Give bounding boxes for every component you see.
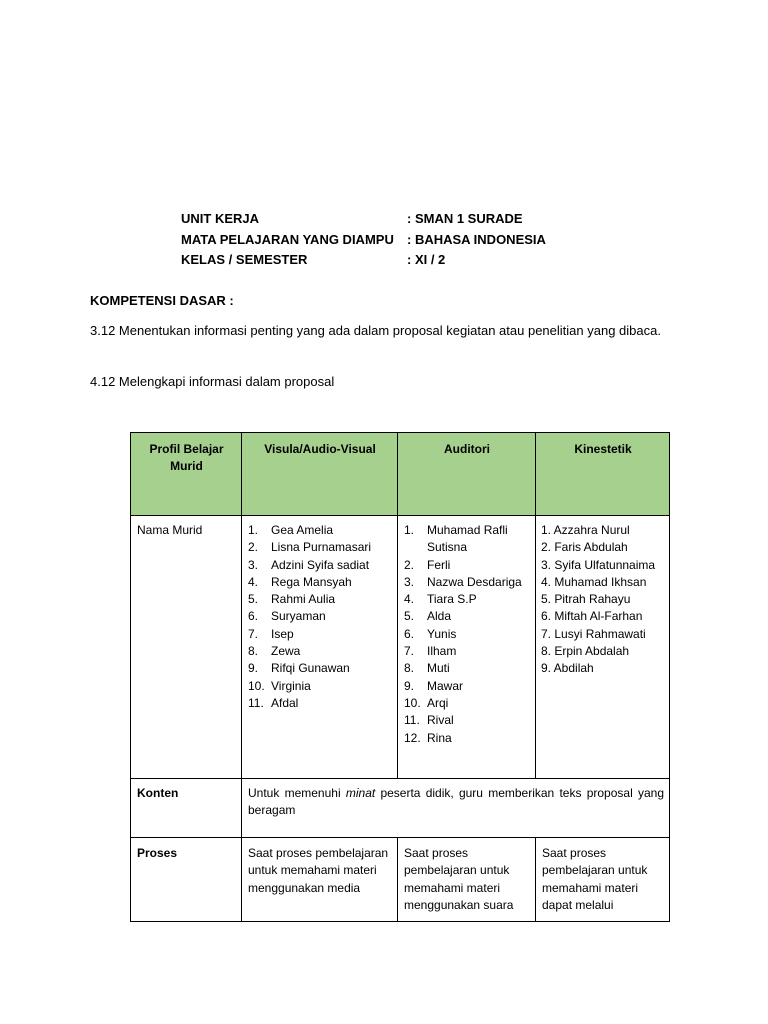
student-name: Zewa [271,644,301,659]
student-name: 3. Syifa Ulfatunnaima [541,557,656,572]
list-item [404,678,530,695]
unit-info [181,209,546,271]
student-name: Rival [427,713,454,728]
table-header-row [131,433,670,516]
list-item-number: 7. [404,644,415,659]
list-item-number: 7. [248,626,259,641]
kompetensi-title: KOMPETENSI DASAR : [90,293,234,308]
student-name: 8. Erpin Abdalah [541,644,630,659]
kinestetik-students-cell [536,516,670,779]
proses-auditori: Saat proses pembelajaran untuk memahami materi menggunakan suara [398,838,536,922]
list-item [248,643,392,660]
list-item [404,626,530,643]
list-item [404,712,530,729]
learning-profile-table [130,432,670,922]
list-item-number: 3. [404,574,415,589]
list-item-number: 9. [404,678,415,693]
student-name: Afdal [271,695,299,710]
list-item-number: 6. [404,626,415,641]
list-item [248,574,392,591]
list-item [248,626,392,643]
student-name: 6. Miftah Al-Farhan [541,609,643,624]
list-item-number: 9. [248,661,259,676]
student-name: Virginia [271,678,311,693]
table-row-proses [131,838,670,922]
list-item [248,695,392,712]
info-row-kelas [181,250,546,271]
info-label: UNIT KERJA [181,211,260,226]
info-value: : BAHASA INDONESIA [407,231,546,247]
info-row-unit-kerja [181,209,546,230]
auditori-students-list [404,522,530,747]
header-auditori: Auditori [398,433,536,516]
student-name: Ferli [427,557,451,572]
konten-label: Konten [131,779,242,838]
student-name: Lisna Purnamasari [271,540,372,555]
list-item-number: 3. [248,557,259,572]
list-item-number: 12. [404,730,421,745]
visual-students-list [248,522,392,712]
info-row-mata-pelajaran [181,230,546,251]
student-name: Yunis [427,626,457,641]
list-item [248,557,392,574]
list-item-number: 11. [248,695,264,710]
student-name: 4. Muhamad Ikhsan [541,574,647,589]
table-row-names [131,516,670,779]
student-name: Ilham [427,644,457,659]
list-item [248,539,392,556]
konten-text-start: Untuk memenuhi [248,786,346,800]
student-name: Rina [427,730,452,745]
list-item-number: 11. [404,713,420,728]
header-kinestetik: Kinestetik [536,433,670,516]
kd-4-12: 4.12 Melengkapi informasi dalam proposal [90,374,335,389]
student-name: Adzini Syifa sadiat [271,557,370,572]
student-name: 2. Faris Abdulah [541,540,628,555]
info-label: KELAS / SEMESTER [181,252,308,267]
table-row-konten [131,779,670,838]
student-name: Rifqi Gunawan [271,661,350,676]
list-item-number: 2. [248,540,259,555]
student-name: Isep [271,626,294,641]
list-item [404,730,530,747]
student-name: 9. Abdilah [541,661,594,676]
list-item-number: 5. [404,609,415,624]
list-item-number: 5. [248,592,259,607]
list-item [404,574,530,591]
student-name: Alda [427,609,452,624]
list-item [404,608,530,625]
visual-students-cell [242,516,398,779]
student-name: Suryaman [271,609,326,624]
proses-label: Proses [131,838,242,922]
student-name: Tiara S.P [427,592,477,607]
list-item-number: 8. [404,661,415,676]
list-item-number: 8. [248,644,259,659]
list-item [248,608,392,625]
student-name: Muti [427,661,450,676]
auditori-students-cell [398,516,536,779]
list-item-number: 1. [248,523,259,537]
list-item [404,591,530,608]
student-name: 1. Azzahra Nurul [541,523,630,537]
list-item [404,660,530,677]
list-item [404,557,530,574]
list-item-number: 2. [404,557,415,572]
list-item-number: 1. [404,523,415,537]
info-label: MATA PELAJARAN YANG DIAMPU [181,231,394,247]
student-name: Arqi [427,695,449,710]
student-name: Nazwa Desdariga [427,574,522,589]
list-item [404,695,530,712]
list-item-number: 4. [248,574,259,589]
info-value: : SMAN 1 SURADE [407,211,523,226]
konten-text-end: peserta didik, guru memberikan teks proposal yang beragam [248,786,665,818]
student-name: Rega Mansyah [271,574,352,589]
student-name: Rahmi Aulia [271,592,336,607]
proses-visual: Saat proses pembelajaran untuk memahami materi menggunakan media [242,838,398,922]
header-profil: Profil Belajar Murid [131,433,242,516]
student-name: Muhamad Rafli Sutisna [427,523,508,555]
list-item-number: 10. [404,695,421,710]
list-item [404,522,530,557]
names-label: Nama Murid [131,516,242,779]
list-item [404,643,530,660]
list-item-number: 10. [248,678,265,693]
header-visual: Visula/Audio-Visual [242,433,398,516]
student-name: 5. Pitrah Rahayu [541,592,631,607]
list-item-number: 4. [404,592,415,607]
list-item [248,591,392,608]
kd-3-12: 3.12 Menentukan informasi penting yang ada dalam proposal kegiatan atau penelitian yang dibaca. [90,323,661,338]
proses-kinestetik: Saat proses pembelajaran untuk memahami materi dapat melalui [536,838,670,922]
list-item [248,660,392,677]
info-value: : XI / 2 [407,252,446,267]
konten-text [242,779,670,838]
list-item-number: 6. [248,609,259,624]
list-item [248,678,392,695]
student-name: Gea Amelia [271,523,334,537]
konten-text-emphasis: minat [345,786,376,800]
student-name: Mawar [427,678,464,693]
list-item [248,522,392,539]
kinestetik-students-list [541,522,667,678]
student-name: 7. Lusyi Rahmawati [541,626,646,641]
